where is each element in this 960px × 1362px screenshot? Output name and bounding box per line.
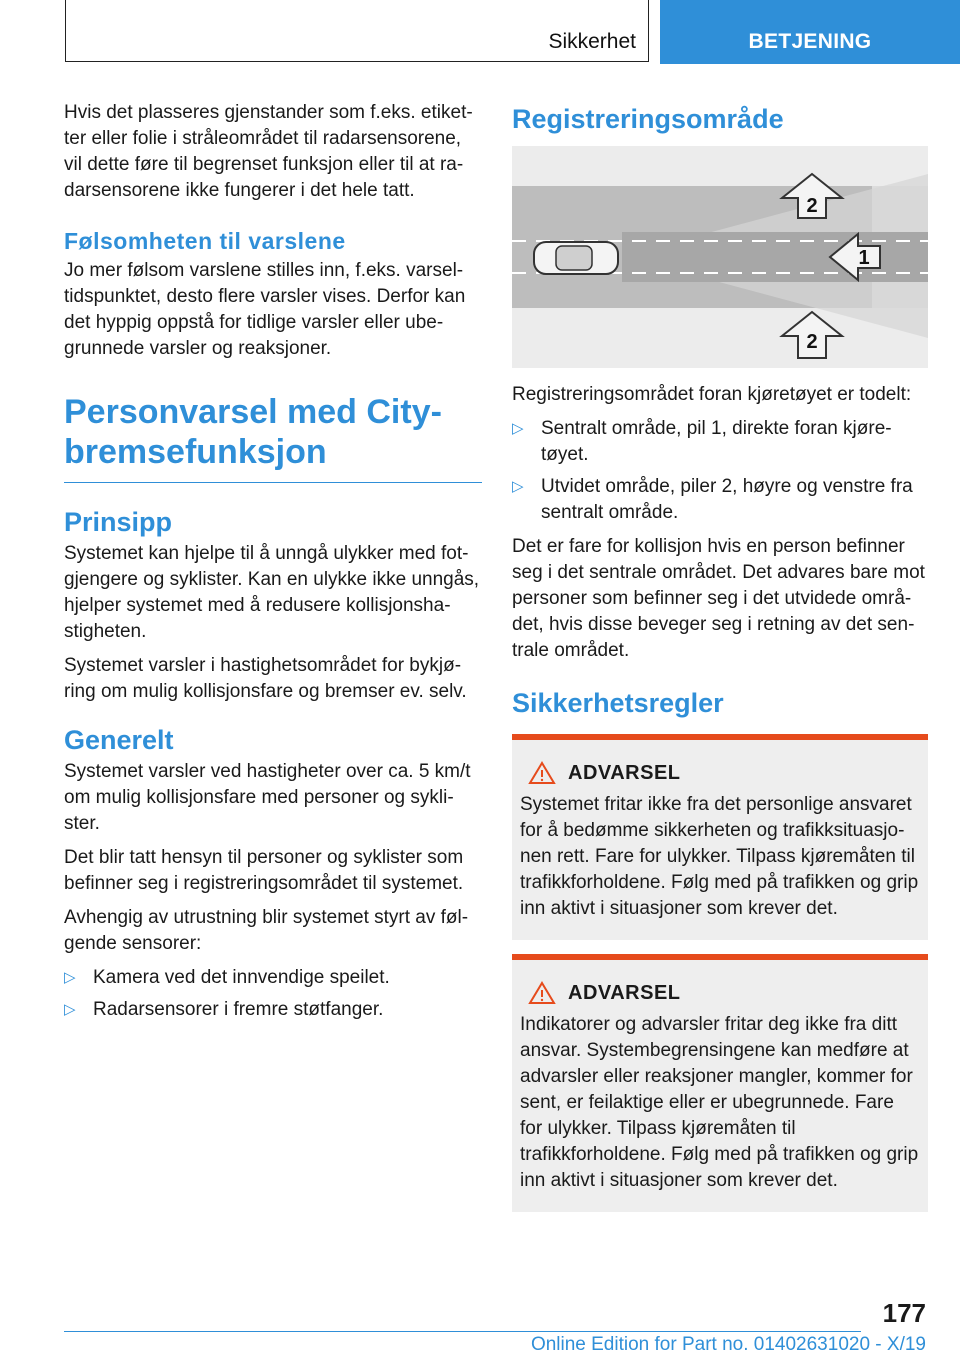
list-item: ▷ Utvidet område, piler 2, høyre og venstre fra sentralt område.: [512, 476, 913, 523]
detection-heading: Registreringsområde: [512, 104, 784, 134]
detection-area-diagram: [512, 146, 928, 368]
detection-area-figure: [512, 146, 928, 368]
left-column: [64, 100, 482, 1031]
warning-header: [520, 980, 920, 1006]
arrow-label: 2: [806, 195, 818, 217]
danger-paragraph: Det er fare for kollisjon hvis en person befinner seg i det sentrale området. Det advares bare mot personer som befinner seg i det utvidede området, hvis disse beveger seg i retning av det sentrale området.: [512, 536, 925, 661]
list-item: ▷ Sentralt område, pil 1, direkte foran kjøretøyet.: [512, 418, 892, 465]
sensor-list: [64, 965, 482, 1023]
triangle-bullet-icon: ▷: [512, 478, 524, 495]
detection-intro: Registreringsområdet foran kjøretøyet er todelt:: [512, 384, 912, 405]
triangle-bullet-icon: ▷: [512, 420, 524, 437]
warning-triangle-icon: [528, 981, 556, 1005]
warning-text: Systemet fritar ikke fra det personlige ansvaret for å bedømme sikkerheten og trafikksituasjonen rett. Fare for ulykker. Tilpass kjøremåten til trafikkforholdene. Følg med på trafikken og grip inn aktivt i situasjoner som krever det.: [520, 794, 919, 919]
general-heading: Generelt: [64, 725, 174, 755]
triangle-bullet-icon: ▷: [64, 969, 76, 986]
edition-footer[interactable]: Online Edition for Part no. 01402631020 - X/19: [530, 1334, 926, 1355]
general-paragraph-2: Det blir tatt hensyn til personer og syklister som befinner seg i registreringsområdet til systemet.: [64, 847, 464, 894]
warning-triangle-icon: [528, 761, 556, 785]
list-item: ▷ Kamera ved det innvendige speilet.: [64, 965, 482, 991]
principle-paragraph-2: Systemet varsler i hastighetsområdet for bykjøring om mulig kollisjonsfare og bremser ev. selv.: [64, 655, 467, 702]
warning-title: ADVARSEL: [568, 762, 681, 784]
safety-heading: Sikkerhetsregler: [512, 688, 724, 718]
triangle-bullet-icon: ▷: [64, 1001, 76, 1018]
arrow-label: 2: [806, 331, 818, 353]
chapter-tab[interactable]: BETJENING: [660, 0, 960, 64]
arrow-label: 1: [858, 247, 870, 269]
main-heading-block: [64, 392, 482, 483]
general-paragraph-3: Avhengig av utrustning blir systemet styrt av følgende sensorer:: [64, 907, 469, 954]
principle-heading: Prinsipp: [64, 507, 173, 537]
sensitivity-paragraph: Jo mer følsom varslene stilles inn, f.eks. varseltidspunktet, desto flere varsler vises. Derfor kan det hyppig oppstå for tidlige varsler eller ubegrunnede varsler og reaksjoner.: [64, 260, 466, 359]
principle-paragraph-1: Systemet kan hjelpe til å unngå ulykker med fotgjengere og syklister. Kan en ulykke ikke unngås, hjelper systemet med å redusere kollisjonshastigheten.: [64, 543, 480, 642]
car-icon: [534, 242, 618, 274]
right-column: [512, 100, 928, 1212]
intro-paragraph: Hvis det plasseres gjenstander som f.eks. etiketter eller folie i stråleområdet til radarsensorene, vil dette føre til begrenset funksjon eller til at radarsensorene ikke fungerer i det hele tatt.: [64, 102, 473, 201]
area-list: [512, 416, 928, 526]
list-item: ▷ Radarsensorer i fremre støtfanger.: [64, 997, 482, 1023]
footer-divider: [64, 1331, 861, 1332]
warning-box: [512, 734, 928, 940]
warning-text: Indikatorer og advarsler fritar deg ikke fra ditt ansvar. Systembegrensingene kan medføre at advarsler eller reaksjoner mangler, kommer for sent, er feilaktige eller er ubegrunnede. Fare for ulykker. Tilpass kjøremåten til trafikkforholdene. Følg med på trafikken og grip inn aktivt i situasjoner som krever det.: [520, 1014, 919, 1191]
sensitivity-heading: Følsomheten til varslene: [64, 228, 346, 254]
general-paragraph-1: Systemet varsler ved hastigheter over ca. 5 km/t om mulig kollisjonsfare med personer og syklister.: [64, 761, 471, 834]
warning-title: ADVARSEL: [568, 982, 681, 1004]
page-number: 177: [882, 1298, 926, 1328]
section-tab[interactable]: Sikkerhet: [65, 0, 649, 62]
warning-box: [512, 954, 928, 1212]
main-heading: Personvarsel med Citybremsefunksjon: [64, 393, 442, 471]
header-tabs: [65, 0, 960, 64]
warning-header: [520, 760, 920, 786]
